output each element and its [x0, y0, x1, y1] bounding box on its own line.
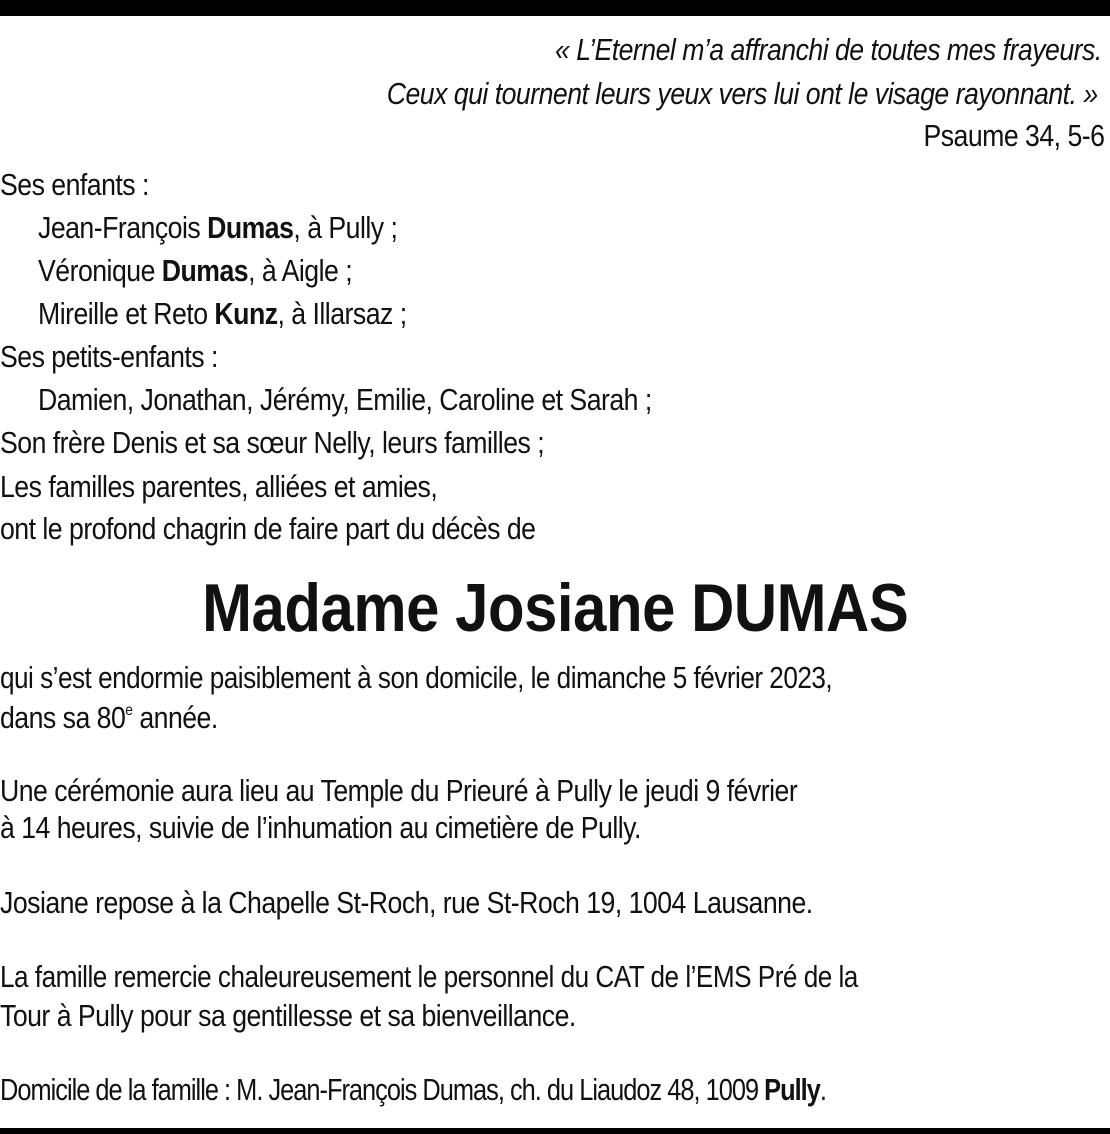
child-entry [38, 207, 397, 249]
siblings-line: Son frère Denis et sa sœur Nelly, leurs familles ; [0, 425, 545, 460]
rest-location-line: Josiane repose à la Chapelle St-Roch, rue St-Roch 19, 1004 Lausanne. [0, 885, 813, 920]
thanks-line-2: Tour à Pully pour sa gentillesse et sa bienveillance. [0, 998, 576, 1033]
grandchildren-heading: Ses petits-enfants : [0, 339, 218, 374]
child-entry [38, 293, 407, 335]
child-place: , à Aigle ; [248, 253, 353, 288]
top-rule [0, 0, 1110, 16]
epigraph-line-2: Ceux qui tournent leurs yeux vers lui ont le visage rayonnant. » [387, 76, 1098, 111]
family-address-text: Domicile de la famille : M. Jean-François Dumas, ch. du Liaudoz 48, 1009 [0, 1072, 765, 1107]
ordinal-suffix: e [125, 702, 133, 719]
death-line-2 [0, 697, 218, 739]
child-given-name: Mireille et Reto [38, 296, 215, 331]
death-age-text: dans sa 80 [0, 700, 126, 735]
child-place: , à Illarsaz ; [277, 296, 407, 331]
epigraph-reference: Psaume 34, 5-6 [923, 118, 1104, 153]
epigraph-line-1: « L’Eternel m’a affranchi de toutes mes frayeurs. [555, 32, 1102, 67]
deceased-name: Madame Josiane DUMAS [201, 570, 909, 646]
relatives-line: Les familles parentes, alliées et amies, [0, 469, 438, 504]
child-surname: Dumas [207, 210, 294, 245]
child-surname: Kunz [214, 296, 278, 331]
ceremony-line-2: à 14 heures, suivie de l’inhumation au cimetière de Pully. [0, 810, 641, 845]
death-line-1: qui s’est endormie paisiblement à son domicile, le dimanche 5 février 2023, [0, 660, 833, 695]
family-address-line [0, 1069, 826, 1111]
death-age-after: année. [132, 700, 218, 735]
children-heading: Ses enfants : [0, 167, 149, 202]
deceased-name-heading [0, 568, 1110, 648]
child-given-name: Véronique [38, 253, 162, 288]
bottom-rule [0, 1128, 1110, 1134]
grandchildren-list: Damien, Jonathan, Jérémy, Emilie, Caroline et Sarah ; [38, 382, 652, 417]
child-entry [38, 250, 352, 292]
announcement-line: ont le profond chagrin de faire part du décès de [0, 511, 536, 546]
family-address-town: Pully [764, 1072, 820, 1107]
family-address-end: . [819, 1072, 826, 1107]
child-given-name: Jean-François [38, 210, 208, 245]
thanks-line-1: La famille remercie chaleureusement le personnel du CAT de l’EMS Pré de la [0, 959, 858, 994]
ceremony-line-1: Une cérémonie aura lieu au Temple du Prieuré à Pully le jeudi 9 février [0, 773, 798, 808]
child-surname: Dumas [161, 253, 249, 288]
child-place: , à Pully ; [293, 210, 398, 245]
